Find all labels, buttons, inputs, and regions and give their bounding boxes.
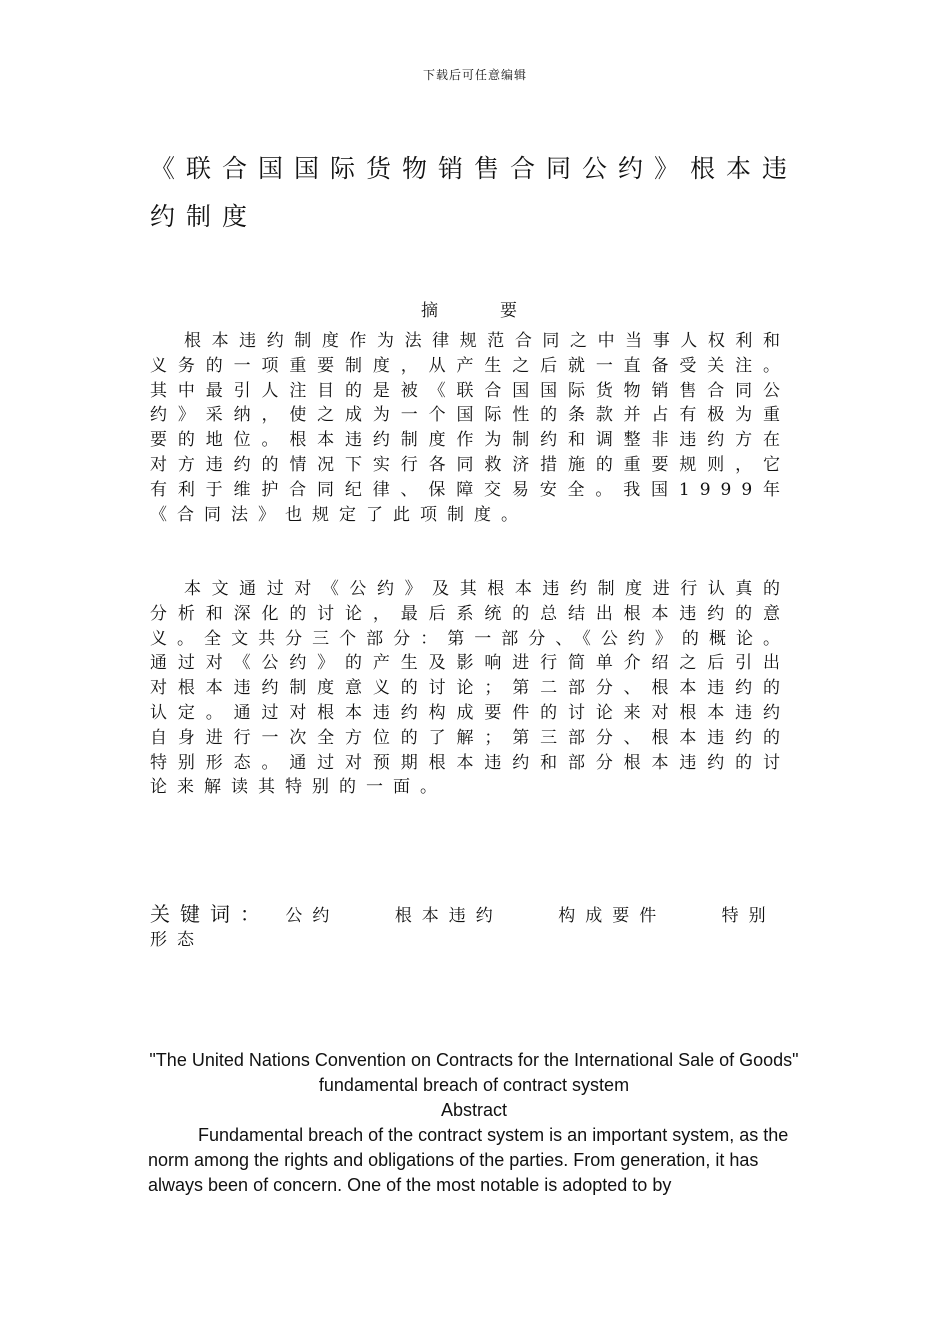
abstract-paragraph-1: 根本违约制度作为法律规范合同之中当事人权利和义务的一项重要制度，从产生之后就一直备受关注。其中最引人注目的是被《联合国国际货物销售合同公约》采纳，使之成为一个国际性的条款并占有极为重要的地位。根本违约制度作为制约和调整非违约方在对方违约的情况下实行各同救济措施的重要规则，它有利于维护合同纪律、保障交易安全。我国1999年《合同法》也规定了此项制度。	[150, 331, 790, 525]
english-abstract-paragraph: Fundamental breach of the contract system is an important system, as the norm among the rights and obligations of the parties. From generation, it has always been of concern. One of the most notable is adopted to by	[148, 1125, 789, 1195]
keyword-item: 特别形态	[150, 906, 776, 950]
keywords-label: 关键词：	[150, 902, 270, 926]
english-section	[148, 1048, 800, 1198]
keyword-item: 根本违约	[394, 906, 503, 926]
abstract-paragraph-2: 本文通过对《公约》及其根本违约制度进行认真的分析和深化的讨论，最后系统的总结出根本违约的意义。全文共分三个部分：第一部分、《公约》的概论。通过对《公约》的产生及影响进行简单介绍之后引出对根本违约制度意义的讨论；第二部分、根本违约的认定。通过对根本违约构成要件的讨论来对根本违约自身进行一次全方位的了解；第三部分、根本违约的特别形态。通过对预期根本违约和部分根本违约的讨论来解读其特别的一面。	[150, 579, 790, 798]
header-note: 下载后可任意编辑	[422, 68, 527, 82]
english-abstract-heading: Abstract	[440, 1100, 508, 1120]
keywords	[150, 902, 790, 952]
keyword-item: 公约	[285, 906, 340, 926]
abstract-heading: 摘要	[421, 301, 579, 321]
english-title: "The United Nations Convention on Contracts for the International Sale of Goods" fundamental breach of contract system	[149, 1050, 799, 1095]
document-title: 《联合国国际货物销售合同公约》根本违约制度	[150, 154, 799, 231]
keyword-item: 构成要件	[558, 906, 667, 926]
